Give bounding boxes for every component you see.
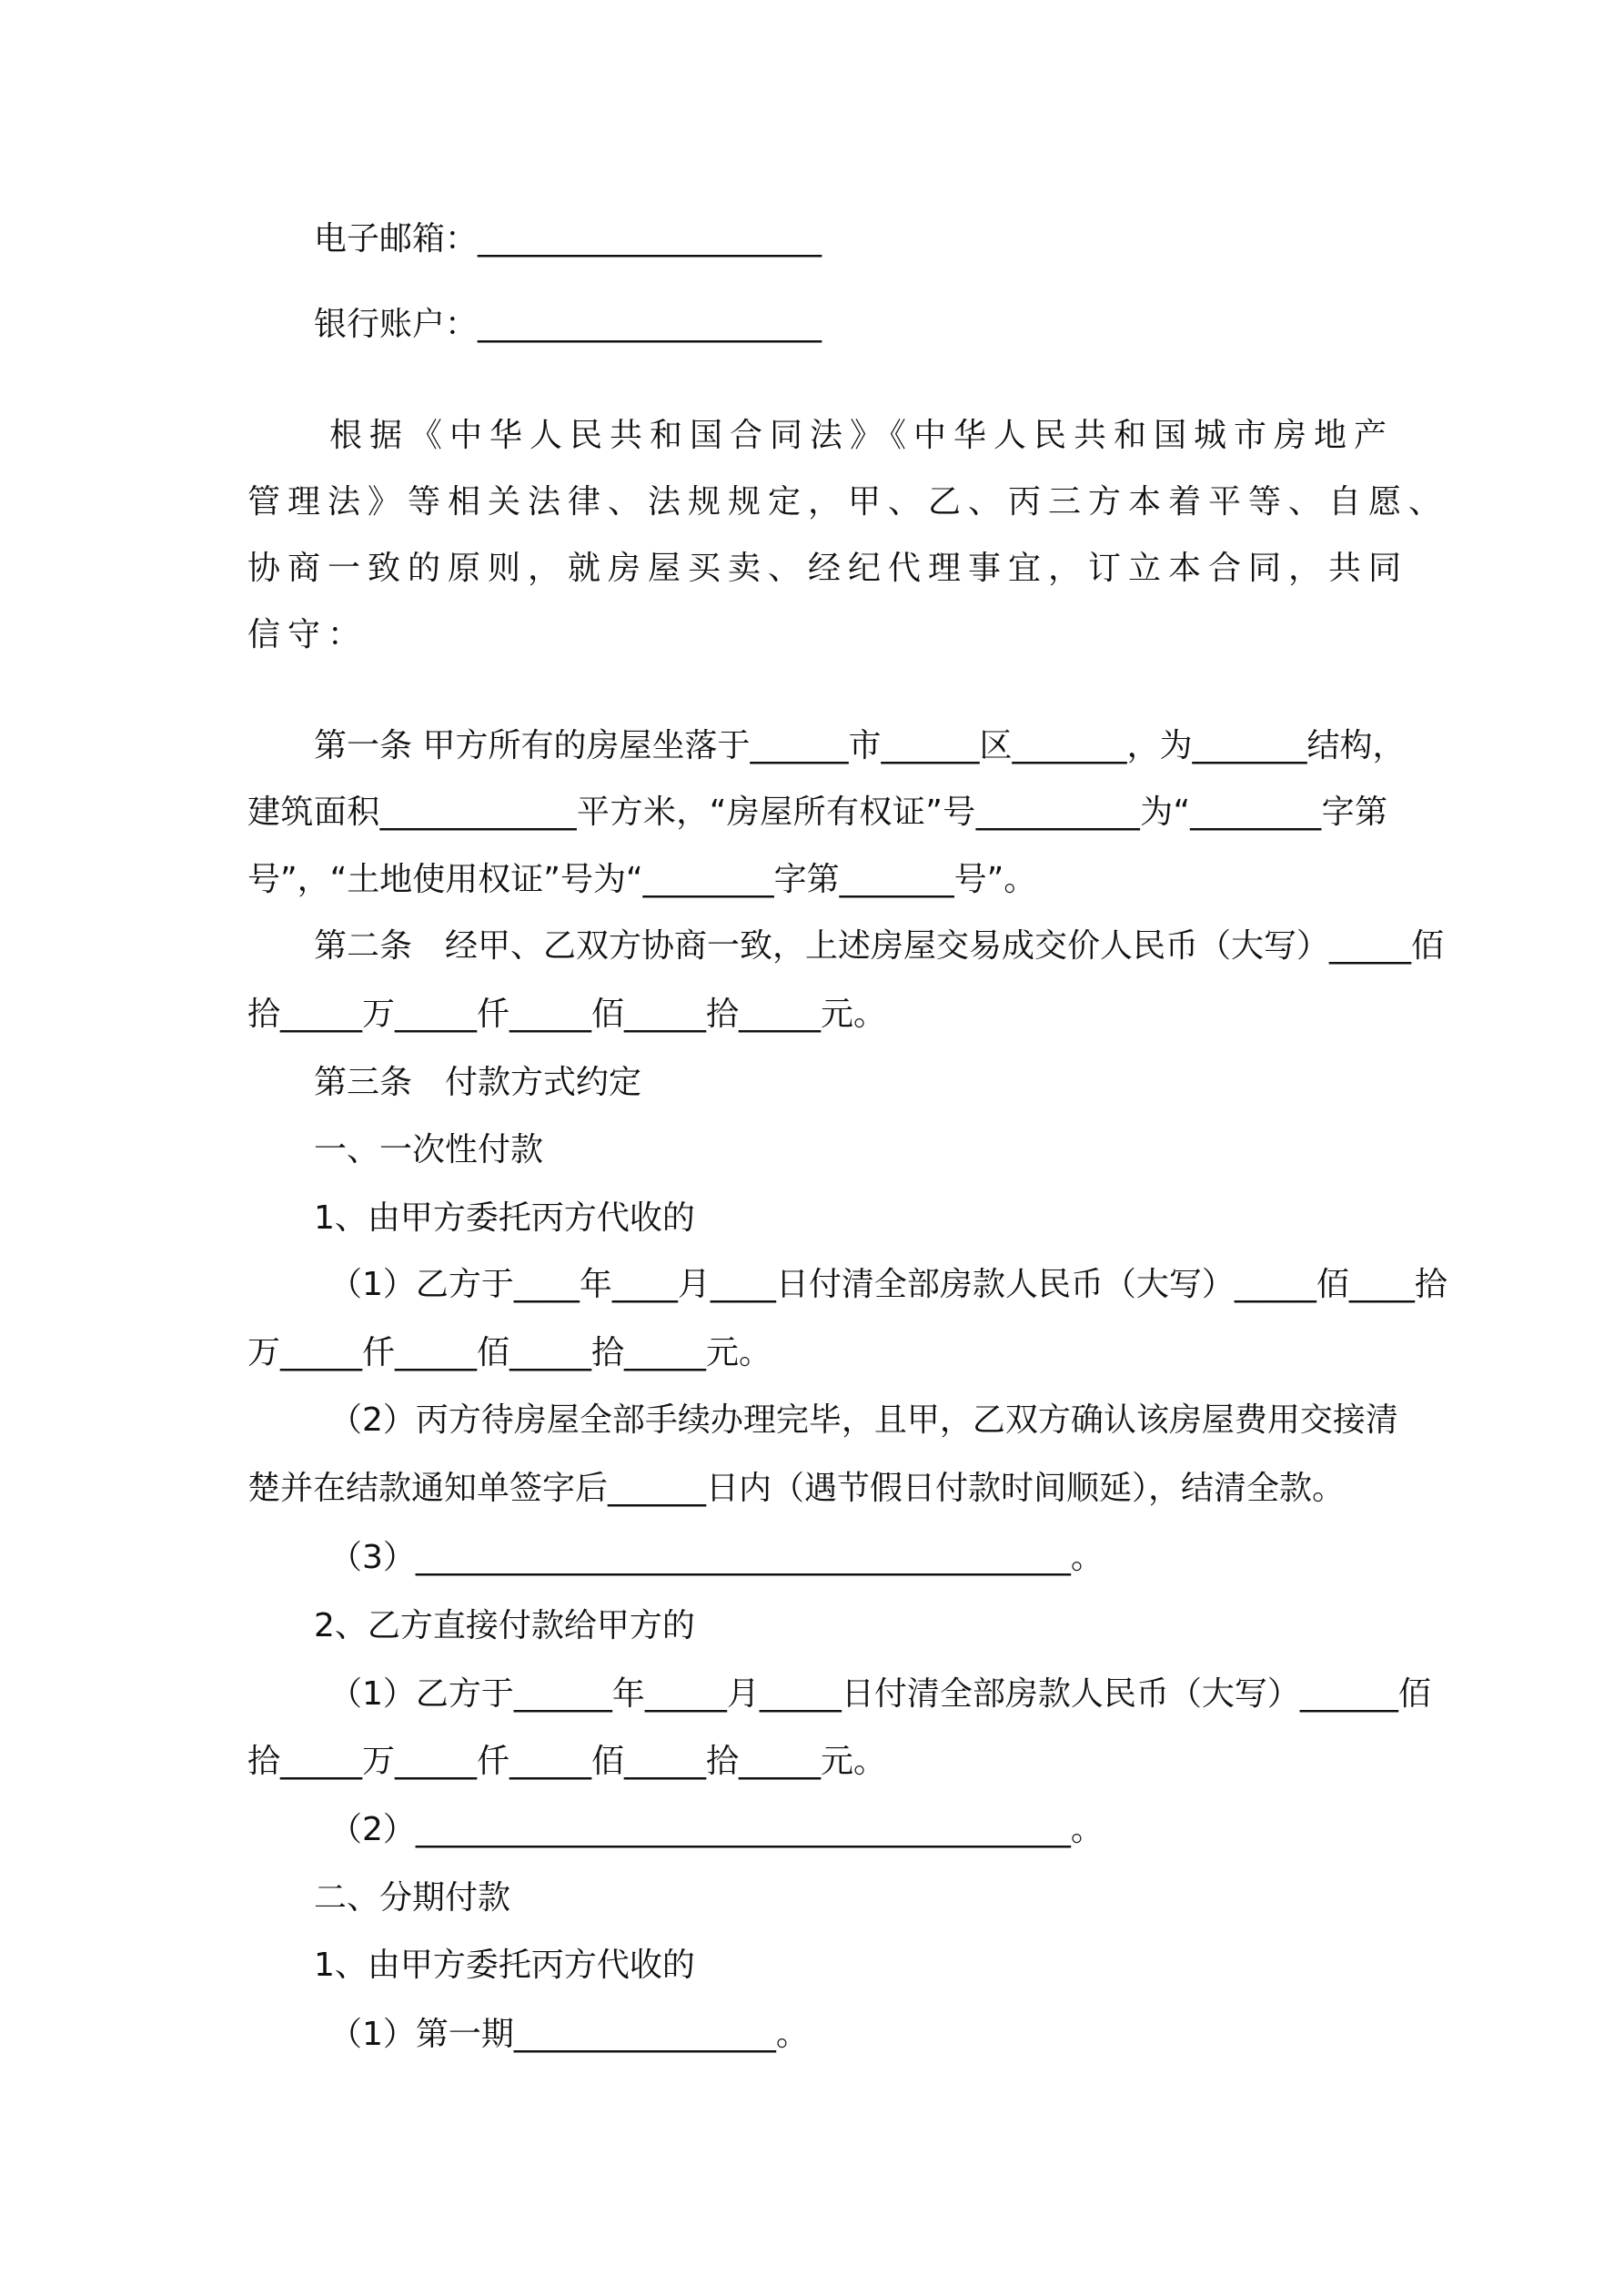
document-line: 电子邮箱：_____________________ (314, 220, 822, 258)
document-line: 第三条 付款方式约定 (314, 1064, 642, 1101)
document-line: （1）乙方于______年_____月_____日付清全部房款人民币（大写）______佰 (329, 1675, 1431, 1713)
document-line: 楚并在结款通知单签字后______日内（遇节假日付款时间顺延），结清全款。 (247, 1470, 1346, 1507)
document-line: 号”，“土地使用权证”号为“________字第_______号”。 (247, 861, 1037, 898)
document-line: 协商一致的原则，就房屋买卖、经纪代理事宜，订立本合同，共同 (247, 550, 1409, 587)
document-line: 万_____仟_____佰_____拾_____元。 (247, 1334, 772, 1371)
document-line: 拾_____万_____仟_____佰_____拾_____元。 (247, 996, 886, 1033)
document-line: 二、分期付款 (314, 1879, 511, 1917)
document-line: 管理法》等相关法律、法规规定，甲、乙、丙三方本着平等、自愿、 (247, 483, 1449, 521)
document-line: 第二条 经甲、乙双方协商一致，上述房屋交易成交价人民币（大写）_____佰 (314, 927, 1445, 965)
document-line: 第一条 甲方所有的房屋坐落于______市______区_______，为_______结构， (314, 727, 1406, 764)
document-line: （2）丙方待房屋全部手续办理完毕，且甲，乙双方确认该房屋费用交接清 (329, 1401, 1398, 1439)
document-line: 1、由甲方委托丙方代收的 (314, 1199, 695, 1237)
document-line: 根据《中华人民共和国合同法》《中华人民共和国城市房地产 (329, 417, 1395, 454)
document-line: 建筑面积____________平方米，“房屋所有权证”号__________为“________字第 (247, 794, 1387, 831)
document-line: 银行账户：_____________________ (314, 306, 822, 343)
document-line: 一、一次性付款 (314, 1131, 544, 1168)
document-line: （3）________________________________________。 (329, 1539, 1104, 1576)
document-line: （1）第一期________________。 (329, 2016, 809, 2053)
document-line: （1）乙方于____年____月____日付清全部房款人民币（大写）_____佰____拾 (329, 1266, 1447, 1303)
document-line: 1、由甲方委托丙方代收的 (314, 1947, 695, 1984)
document-line: 信守： (247, 616, 368, 653)
document-line: （2）________________________________________。 (329, 1811, 1104, 1848)
document-line: 2、乙方直接付款给甲方的 (314, 1607, 695, 1644)
document-line: 拾_____万_____仟_____佰_____拾_____元。 (247, 1743, 886, 1780)
